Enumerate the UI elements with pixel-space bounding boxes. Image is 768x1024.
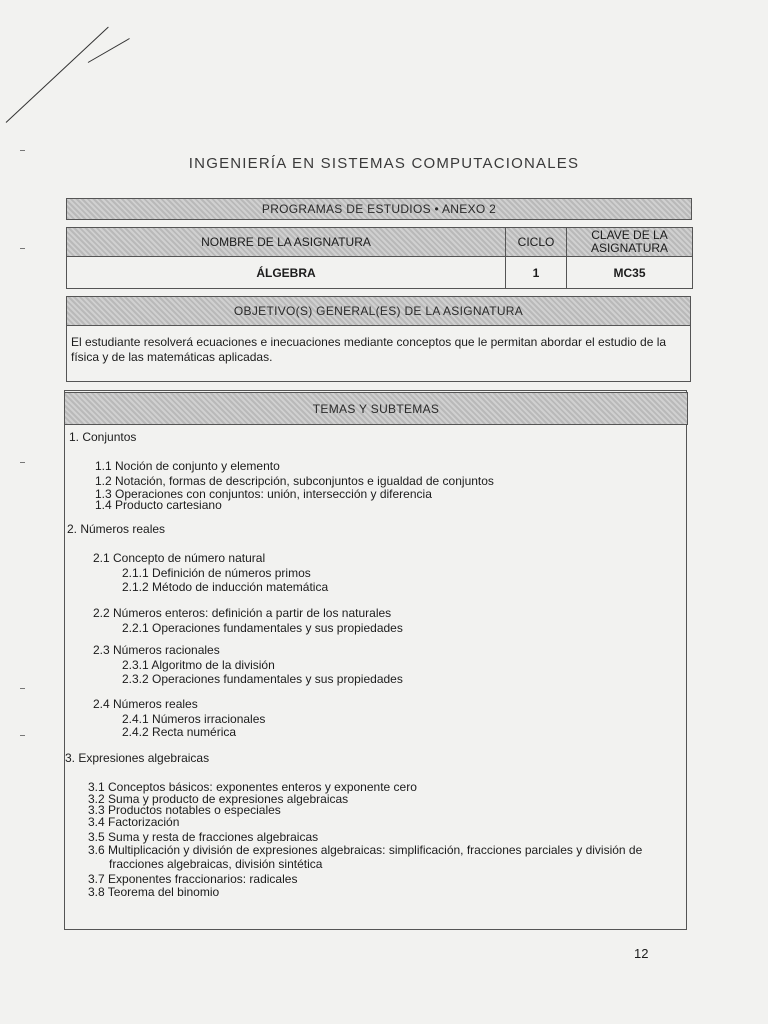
page-number: 12 (634, 946, 649, 961)
scan-mark-line (88, 38, 130, 63)
subtopic: 1.3 Operaciones con conjuntos: unión, intersección y diferencia (95, 487, 432, 501)
subtopic: 3.5 Suma y resta de fracciones algebraicas (88, 830, 319, 844)
subtopic: 2.2.1 Operaciones fundamentales y sus propiedades (122, 621, 403, 635)
objective-heading: OBJETIVO(S) GENERAL(ES) DE LA ASIGNATURA (66, 296, 691, 326)
subtopic: 3.3 Productos notables o especiales (88, 803, 281, 817)
subtopic: 3.7 Exponentes fraccionarios: radicales (88, 872, 298, 886)
subtopic: 2.4 Números reales (93, 697, 198, 711)
code-header: CLAVE DE LA ASIGNATURA (566, 227, 693, 257)
topic-title: 3. Expresiones algebraicas (65, 751, 210, 765)
program-bar: PROGRAMAS DE ESTUDIOS • ANEXO 2 (66, 198, 692, 220)
topic-title: 2. Números reales (67, 522, 166, 536)
subtopic: 3.8 Teorema del binomio (88, 885, 220, 899)
subtopic: 1.2 Notación, formas de descripción, subconjuntos e igualdad de conjuntos (95, 474, 494, 488)
margin-tick (20, 688, 25, 689)
subtopic: 1.4 Producto cartesiano (95, 498, 222, 512)
margin-tick (20, 150, 25, 151)
subtopic: 3.4 Factorización (88, 815, 180, 829)
document-title: INGENIERÍA EN SISTEMAS COMPUTACIONALES (188, 155, 580, 172)
topics-heading: TEMAS Y SUBTEMAS (64, 392, 688, 425)
subtopic: 2.3.2 Operaciones fundamentales y sus propiedades (122, 672, 403, 686)
margin-tick (20, 248, 25, 249)
subtopic: 2.4.1 Números irracionales (122, 712, 266, 726)
course-name-header: NOMBRE DE LA ASIGNATURA (66, 227, 506, 257)
subtopic: 3.6 Multiplicación y división de expresiones algebraicas: simplificación, fracciones parciales y división de (88, 843, 643, 857)
subtopic: 2.4.2 Recta numérica (122, 725, 237, 739)
cycle-header: CICLO (505, 227, 567, 257)
subtopic: 3.1 Conceptos básicos: exponentes enteros y exponente cero (88, 780, 417, 794)
subtopic: 2.3.1 Algoritmo de la división (122, 658, 275, 672)
subtopic: 2.1.2 Método de inducción matemática (122, 580, 329, 594)
subtopic: 2.3 Números racionales (93, 643, 220, 657)
cycle-value: 1 (505, 256, 567, 289)
margin-tick (20, 462, 25, 463)
topic-title: 1. Conjuntos (69, 430, 137, 444)
subtopic-continued: fracciones algebraicas, división sintética (109, 857, 323, 871)
subtopic: 2.1 Concepto de número natural (93, 551, 266, 565)
objective-text: El estudiante resolverá ecuaciones e inecuaciones mediante conceptos que le permitan abordar el estudio de la física y de las matemáticas aplicadas. (71, 335, 667, 364)
subtopic: 2.1.1 Definición de números primos (122, 566, 311, 580)
scan-mark-line (6, 27, 109, 123)
margin-tick (20, 735, 25, 736)
subtopic: 1.1 Noción de conjunto y elemento (95, 459, 280, 473)
course-name-value: ÁLGEBRA (66, 256, 506, 289)
subtopic: 2.2 Números enteros: definición a partir de los naturales (93, 606, 392, 620)
code-value: MC35 (566, 256, 693, 289)
subtopic: 3.2 Suma y producto de expresiones algebraicas (88, 792, 349, 806)
